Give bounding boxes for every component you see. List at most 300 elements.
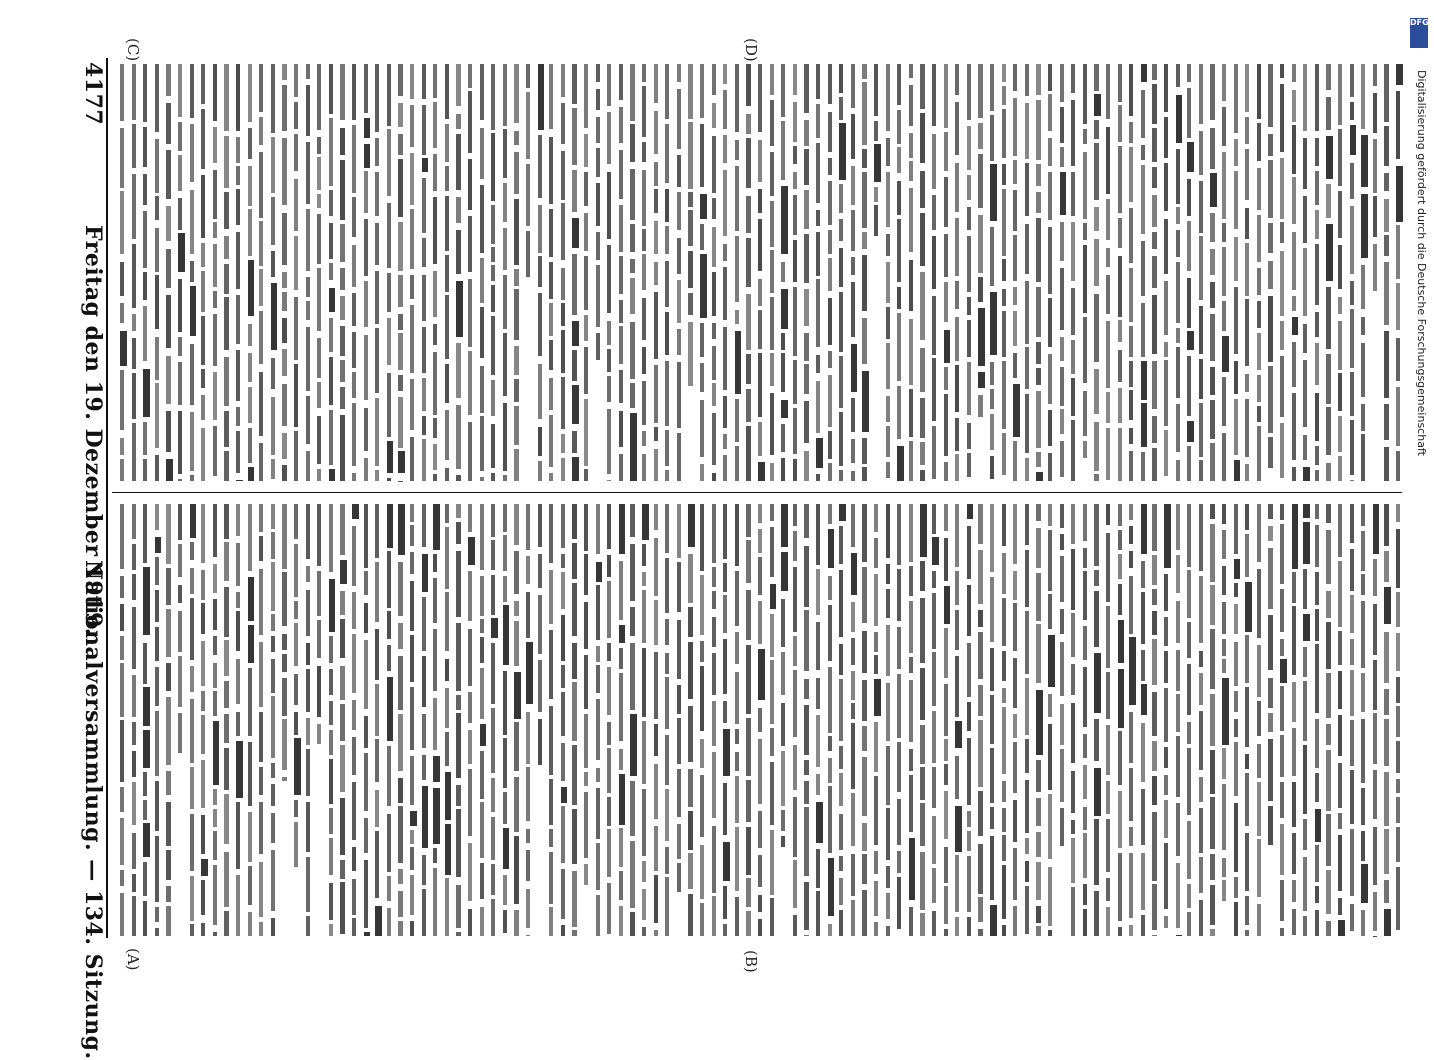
text-line-fragment <box>514 289 518 340</box>
text-line-fragment <box>398 333 402 370</box>
text-line-fragment <box>190 344 194 405</box>
text-line-fragment <box>920 272 924 340</box>
text-line-fragment <box>735 729 739 744</box>
text-line-fragment <box>1106 199 1110 240</box>
text-line-fragment <box>306 718 310 745</box>
text-line-fragment <box>306 209 310 271</box>
text-line-fragment <box>1176 207 1180 224</box>
text-line-fragment <box>944 64 948 128</box>
text-line-fragment <box>340 560 347 584</box>
text-line-fragment <box>1176 64 1180 87</box>
text-line-fragment <box>920 504 927 557</box>
text-line-fragment <box>944 739 948 761</box>
text-line-fragment <box>271 358 275 390</box>
text-line-fragment <box>1268 526 1272 542</box>
text-line-fragment <box>793 531 797 561</box>
text-line-fragment <box>1210 929 1214 936</box>
text-line-fragment <box>665 619 669 645</box>
text-line-fragment <box>375 398 379 466</box>
text-line-fragment <box>398 375 402 391</box>
text-line-fragment <box>1013 160 1017 184</box>
text-line-fragment <box>712 701 716 746</box>
text-line-fragment <box>677 504 681 558</box>
text-line-fragment <box>607 829 611 877</box>
text-line-fragment <box>340 415 344 481</box>
text-line-fragment <box>770 201 774 246</box>
text-line-fragment <box>654 826 658 870</box>
text-line-fragment <box>770 353 774 386</box>
text-line-fragment <box>422 554 429 592</box>
text-line-fragment <box>584 602 588 649</box>
text-line-fragment <box>828 158 832 176</box>
text-line-fragment <box>317 194 321 208</box>
text-line-fragment <box>1129 326 1133 357</box>
text-line-fragment <box>398 714 402 771</box>
text-line-fragment <box>549 630 553 699</box>
text-line-fragment <box>1210 282 1214 308</box>
text-line-fragment <box>932 571 936 588</box>
text-line-fragment <box>839 814 843 849</box>
text-line-fragment <box>201 691 205 711</box>
text-line-fragment <box>688 853 692 888</box>
text-line-fragment <box>851 671 855 699</box>
text-line-fragment <box>271 397 275 456</box>
text-line-fragment <box>422 714 426 748</box>
text-line-fragment <box>480 477 484 481</box>
text-line-fragment <box>526 231 530 278</box>
text-line-fragment <box>1060 642 1064 697</box>
text-line-fragment <box>1060 172 1067 215</box>
text-line-fragment <box>978 929 982 936</box>
text-line-fragment <box>1268 713 1272 732</box>
text-line-fragment <box>1176 935 1183 936</box>
text-line-fragment <box>584 504 588 551</box>
text-line-fragment <box>955 418 959 451</box>
text-line-fragment <box>630 278 634 315</box>
text-line-fragment <box>804 190 808 229</box>
header-left-title: Nationalversammlung. — 134. Sitzung. <box>80 560 106 1060</box>
text-line-fragment <box>1384 262 1388 325</box>
text-line-fragment <box>375 790 379 827</box>
text-line-fragment <box>1268 739 1272 802</box>
text-line-fragment <box>364 640 368 709</box>
text-line-fragment <box>723 64 727 84</box>
text-line-fragment <box>920 767 924 800</box>
text-line-fragment <box>1384 331 1388 398</box>
text-line-fragment <box>978 550 982 604</box>
text-line-fragment <box>874 632 878 652</box>
text-line-fragment <box>584 347 588 394</box>
text-line-fragment <box>120 893 124 936</box>
text-line-fragment <box>201 504 205 563</box>
text-line-fragment <box>700 64 704 118</box>
text-line-fragment <box>746 64 750 106</box>
text-line-fragment <box>990 64 994 111</box>
text-line-fragment <box>793 146 797 165</box>
text-line-fragment <box>886 808 890 860</box>
text-line-fragment <box>886 262 890 303</box>
text-line-fragment <box>967 643 971 697</box>
text-line-fragment <box>1222 858 1226 877</box>
text-line-fragment <box>874 187 878 202</box>
text-line-fragment <box>1292 782 1296 828</box>
text-line-fragment <box>665 789 669 842</box>
text-line-fragment <box>491 643 495 704</box>
text-line-fragment <box>1280 504 1284 520</box>
text-line-fragment <box>259 712 263 762</box>
text-line-fragment <box>967 831 971 851</box>
text-line-fragment <box>584 399 588 465</box>
text-line-fragment <box>282 384 286 425</box>
text-line-fragment <box>1315 138 1319 166</box>
text-line-fragment <box>886 589 890 618</box>
text-line-fragment <box>503 828 510 869</box>
text-line-fragment <box>1373 93 1377 132</box>
text-line-fragment <box>700 775 704 836</box>
text-line-fragment <box>1315 845 1319 882</box>
text-line-fragment <box>619 370 623 403</box>
text-line-fragment <box>1326 136 1333 180</box>
text-line-fragment <box>1013 235 1017 281</box>
text-line-fragment <box>1315 525 1319 567</box>
text-line-fragment <box>445 504 449 523</box>
text-line-fragment <box>804 781 808 804</box>
text-line-fragment <box>1002 311 1006 357</box>
text-line-fragment <box>654 162 658 186</box>
text-line-fragment <box>410 153 414 206</box>
text-line-fragment <box>955 317 959 361</box>
text-line-fragment <box>1245 754 1249 769</box>
text-line-fragment <box>781 289 788 329</box>
text-line-fragment <box>619 411 623 447</box>
digitization-note <box>1408 10 1430 990</box>
text-line-fragment <box>851 166 855 205</box>
text-line-fragment <box>456 551 460 617</box>
text-line-fragment <box>340 296 344 319</box>
text-line-fragment <box>433 788 440 844</box>
text-line-fragment <box>920 213 924 266</box>
text-line-fragment <box>828 529 835 569</box>
text-line-fragment <box>549 262 553 300</box>
text-line-fragment <box>1071 613 1075 657</box>
text-line-fragment <box>1071 340 1075 374</box>
text-line-fragment <box>514 504 518 545</box>
text-line-fragment <box>1048 94 1052 130</box>
text-line-fragment <box>955 855 959 912</box>
text-line-fragment <box>1326 921 1330 936</box>
text-line-fragment <box>271 918 275 936</box>
text-line-fragment <box>456 64 460 106</box>
text-line-fragment <box>1396 827 1400 863</box>
text-line-fragment <box>758 855 762 888</box>
text-line-fragment <box>1292 342 1296 387</box>
text-line-fragment <box>735 752 739 771</box>
text-line-fragment <box>271 850 275 911</box>
text-line-fragment <box>1199 460 1203 481</box>
text-line-fragment <box>132 896 136 936</box>
text-line-fragment <box>1164 688 1168 742</box>
text-line-fragment <box>1315 719 1319 767</box>
text-line-fragment <box>1338 297 1342 314</box>
text-line-fragment <box>166 504 170 564</box>
text-line-fragment <box>236 480 243 481</box>
text-line-fragment <box>746 590 750 640</box>
text-line-fragment <box>723 842 730 881</box>
text-line-fragment <box>1384 909 1391 936</box>
text-line-fragment <box>1315 609 1319 642</box>
text-line-fragment <box>1187 570 1191 617</box>
text-line-fragment <box>1384 880 1388 903</box>
text-line-fragment <box>804 451 808 481</box>
text-line-fragment <box>201 271 205 312</box>
text-line-fragment <box>468 64 472 88</box>
text-line-fragment <box>143 504 147 563</box>
text-line-fragment <box>619 906 623 936</box>
text-line-fragment <box>329 223 333 258</box>
text-line-fragment <box>1350 309 1354 369</box>
text-line-fragment <box>224 852 228 907</box>
text-line-fragment <box>538 504 542 547</box>
text-line-fragment <box>456 885 460 928</box>
text-line-fragment <box>398 64 402 96</box>
text-line-fragment <box>746 294 750 350</box>
text-line-fragment <box>248 668 252 736</box>
text-line-fragment <box>1013 384 1020 437</box>
text-line-fragment <box>978 632 982 679</box>
text-line-fragment <box>561 869 565 920</box>
text-line-fragment <box>700 739 704 768</box>
text-line-fragment <box>422 64 426 99</box>
text-line-fragment <box>781 458 785 481</box>
text-line-fragment <box>816 622 820 670</box>
text-line-fragment <box>1257 375 1261 402</box>
text-line-fragment <box>781 424 785 452</box>
text-line-fragment <box>735 140 739 161</box>
text-line-fragment <box>1025 739 1029 773</box>
text-line-fragment <box>236 659 240 704</box>
text-line-fragment <box>1141 403 1148 447</box>
text-line-fragment <box>746 196 750 233</box>
text-line-fragment <box>1129 768 1133 821</box>
text-line-fragment <box>862 567 866 623</box>
text-line-fragment <box>642 504 649 540</box>
text-line-fragment <box>642 170 646 226</box>
text-line-fragment <box>224 640 228 676</box>
text-line-fragment <box>712 227 716 267</box>
text-line-fragment <box>1338 671 1342 709</box>
text-line-fragment <box>862 757 866 815</box>
text-line-fragment <box>1071 504 1075 544</box>
text-line-fragment <box>572 64 576 104</box>
text-line-fragment <box>1199 131 1203 175</box>
text-line-fragment <box>920 398 924 439</box>
text-line-fragment <box>1210 367 1214 395</box>
text-line-fragment <box>1164 342 1168 357</box>
text-line-fragment <box>201 175 205 238</box>
text-line-fragment <box>1280 64 1284 78</box>
text-line-fragment <box>862 631 866 673</box>
digitization-note-text: Digitalisierung gefördert durch die Deutsche Forschungsgemeinschaft <box>1415 70 1428 456</box>
text-line-fragment <box>607 722 611 745</box>
text-line-fragment <box>851 257 855 276</box>
text-line-fragment <box>862 318 866 364</box>
text-line-fragment <box>213 127 217 163</box>
text-line-fragment <box>514 449 518 481</box>
text-line-fragment <box>491 265 495 281</box>
text-line-fragment <box>816 715 820 767</box>
text-line-fragment <box>1396 91 1400 159</box>
text-line-fragment <box>190 261 194 283</box>
text-line-fragment <box>1350 549 1354 591</box>
text-line-fragment <box>642 229 646 251</box>
text-line-fragment <box>282 349 286 376</box>
text-line-fragment <box>607 797 611 826</box>
text-line-fragment <box>224 587 228 636</box>
text-line-fragment <box>723 327 727 390</box>
text-line-fragment <box>1350 720 1354 766</box>
text-line-fragment <box>665 64 669 119</box>
text-line-fragment <box>978 685 982 717</box>
text-line-fragment <box>1141 723 1145 783</box>
text-line-fragment <box>967 504 974 519</box>
text-line-fragment <box>1013 658 1017 707</box>
text-line-fragment <box>1361 265 1365 309</box>
text-line-fragment <box>538 554 542 588</box>
text-line-fragment <box>1257 782 1261 836</box>
text-line-fragment <box>990 504 994 572</box>
text-line-fragment <box>770 898 774 936</box>
text-line-fragment <box>375 562 379 622</box>
text-line-fragment <box>1025 458 1029 481</box>
text-line-fragment <box>804 546 808 607</box>
text-line-fragment <box>1164 219 1168 274</box>
text-line-fragment <box>1141 561 1145 588</box>
text-line-fragment <box>967 702 971 730</box>
text-line-fragment <box>433 554 437 572</box>
text-line-fragment <box>317 571 321 616</box>
text-line-fragment <box>259 767 263 794</box>
text-line-fragment <box>526 642 533 704</box>
text-line-fragment <box>665 677 669 728</box>
text-line-fragment <box>1013 848 1017 900</box>
text-line-fragment <box>967 320 971 357</box>
text-line-fragment <box>1257 123 1261 161</box>
text-line-fragment <box>132 751 136 777</box>
text-line-fragment <box>422 439 426 481</box>
text-line-fragment <box>886 504 890 558</box>
text-line-fragment <box>422 889 426 936</box>
text-line-fragment <box>1222 678 1229 745</box>
text-line-fragment <box>236 592 240 608</box>
text-line-fragment <box>619 150 623 199</box>
text-line-fragment <box>526 92 530 159</box>
text-line-fragment <box>839 64 843 93</box>
text-line-fragment <box>201 760 205 808</box>
text-line-fragment <box>340 882 344 934</box>
text-line-fragment <box>1106 907 1110 936</box>
text-line-fragment <box>143 687 150 725</box>
text-line-fragment <box>387 677 394 741</box>
text-line-fragment <box>746 389 750 422</box>
text-line-fragment <box>1060 409 1064 434</box>
text-line-fragment <box>190 876 194 921</box>
text-line-fragment <box>143 174 147 205</box>
text-line-fragment <box>178 362 182 405</box>
text-line-fragment <box>468 730 472 765</box>
text-line-fragment <box>862 255 866 312</box>
text-line-fragment <box>572 871 576 927</box>
text-line-fragment <box>143 306 147 361</box>
text-line-fragment <box>1268 548 1272 610</box>
text-line-fragment <box>642 648 646 717</box>
text-line-fragment <box>1292 393 1296 460</box>
text-line-fragment <box>816 678 820 709</box>
text-line-fragment <box>688 64 692 119</box>
text-line-fragment <box>561 806 565 863</box>
text-line-fragment <box>712 346 716 380</box>
text-line-fragment <box>1222 504 1226 524</box>
text-line-fragment <box>364 144 371 168</box>
text-line-fragment <box>317 268 321 331</box>
text-line-fragment <box>816 802 823 844</box>
text-line-fragment <box>259 269 263 305</box>
text-line-fragment <box>793 240 797 282</box>
text-line-fragment <box>224 136 228 189</box>
text-line-fragment <box>1315 210 1319 239</box>
text-line-fragment <box>213 789 217 805</box>
text-line-fragment <box>688 322 692 386</box>
text-line-fragment <box>828 924 832 936</box>
text-line-fragment <box>306 451 310 481</box>
text-line-fragment <box>677 238 681 275</box>
text-line-fragment <box>746 540 750 583</box>
text-line-fragment <box>514 910 518 936</box>
text-line-fragment <box>1199 808 1203 853</box>
text-line-fragment <box>1141 504 1148 554</box>
text-line-fragment <box>665 558 669 613</box>
text-line-fragment <box>422 597 426 651</box>
text-line-fragment <box>596 64 600 82</box>
text-line-fragment <box>1384 772 1388 826</box>
text-line-fragment <box>700 224 704 250</box>
text-line-fragment <box>1199 306 1203 354</box>
text-line-fragment <box>642 431 646 446</box>
text-line-fragment <box>294 601 298 619</box>
text-line-fragment <box>190 190 194 254</box>
text-line-fragment <box>433 352 437 415</box>
text-line-fragment <box>1210 128 1214 169</box>
text-line-fragment <box>1210 443 1214 481</box>
text-line-fragment <box>1257 64 1261 119</box>
text-line-fragment <box>596 265 600 327</box>
text-line-fragment <box>828 230 832 253</box>
text-line-fragment <box>1118 350 1122 382</box>
text-line-fragment <box>758 504 762 523</box>
text-line-fragment <box>1326 64 1330 90</box>
text-line-fragment <box>816 355 820 373</box>
text-line-fragment <box>294 800 298 818</box>
text-line-fragment <box>990 905 997 936</box>
text-line-fragment <box>213 721 220 784</box>
text-line-fragment <box>770 830 774 895</box>
text-line-fragment <box>1315 504 1319 519</box>
text-line-fragment <box>851 900 855 936</box>
text-line-fragment <box>619 326 623 364</box>
text-line-fragment <box>596 148 600 177</box>
text-line-fragment <box>155 64 159 132</box>
text-line-fragment <box>723 886 727 919</box>
text-line-fragment <box>781 703 785 747</box>
